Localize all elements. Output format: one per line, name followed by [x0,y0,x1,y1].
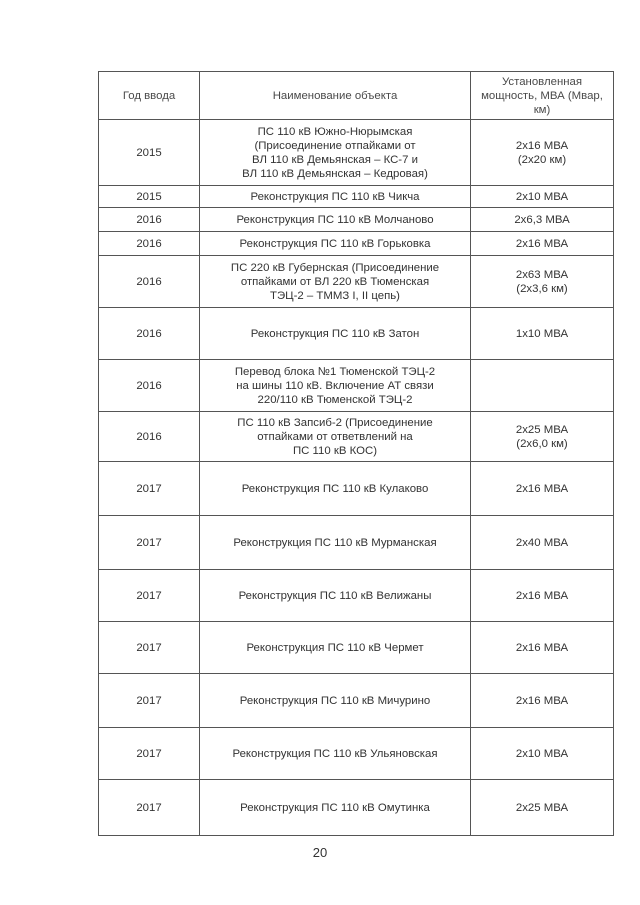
cell-object-name-line: Реконструкция ПС 110 кВ Ульяновская [232,747,438,760]
cell-capacity [471,622,614,674]
cell-year: 2015 [99,120,200,186]
cell-object-name [200,120,471,186]
cell-object-name [200,186,471,208]
table-row [99,728,614,780]
cell-object-name-line: ТЭЦ-2 – ТММЗ I, II цепь) [270,289,400,302]
cell-year: 2016 [99,232,200,256]
cell-capacity [471,516,614,570]
cell-object-name-line: ПС 110 кВ Южно-Нюрымская [257,125,413,138]
cell-capacity [471,674,614,728]
header-row [99,72,614,120]
header-object-name: Наименование объекта [200,72,471,120]
cell-capacity-line: (2х20 км) [517,153,567,166]
cell-object-name-line: Реконструкция ПС 110 кВ Горьковка [239,237,431,250]
cell-capacity [471,208,614,232]
cell-year: 2015 [99,186,200,208]
table-row [99,570,614,622]
cell-year: 2017 [99,570,200,622]
table-row [99,186,614,208]
cell-capacity-line: 2х63 МВА [515,268,569,281]
cell-capacity-line: (2х6,0 км) [516,437,568,450]
cell-object-name [200,516,471,570]
cell-object-name-line: ПС 110 кВ Запсиб-2 (Присоединение [237,416,433,429]
table-row [99,208,614,232]
cell-year: 2017 [99,622,200,674]
cell-object-name [200,622,471,674]
cell-capacity-line: 2х25 МВА [515,423,569,436]
cell-object-name-line: Перевод блока №1 Тюменской ТЭЦ-2 [234,365,436,378]
cell-capacity [471,462,614,516]
cell-capacity-line: 2х16 МВА [515,482,569,495]
cell-capacity [471,728,614,780]
cell-year: 2016 [99,308,200,360]
cell-capacity [471,256,614,308]
header-year: Год ввода [99,72,200,120]
cell-object-name-line: Реконструкция ПС 110 кВ Мурманская [233,536,437,549]
cell-object-name [200,256,471,308]
cell-object-name [200,308,471,360]
table-row [99,780,614,836]
cell-capacity-line: 2х16 МВА [515,641,569,654]
cell-capacity [471,120,614,186]
cell-capacity-line: 2х40 МВА [515,536,569,549]
table-row [99,308,614,360]
cell-object-name-line: Реконструкция ПС 110 кВ Чикча [250,190,420,203]
cell-capacity-line: 1х10 МВА [515,327,569,340]
cell-capacity [471,780,614,836]
cell-object-name-line: Реконструкция ПС 110 кВ Велижаны [238,589,432,602]
cell-object-name [200,360,471,412]
table-row [99,516,614,570]
cell-year: 2016 [99,208,200,232]
table-row [99,120,614,186]
cell-year: 2017 [99,780,200,836]
cell-capacity [471,570,614,622]
table-row [99,256,614,308]
header-capacity [471,72,614,120]
cell-capacity [471,186,614,208]
table-row [99,412,614,462]
cell-object-name-line: ВЛ 110 кВ Демьянская – КС-7 и [252,153,418,166]
table-row [99,462,614,516]
cell-capacity [471,360,614,412]
cell-year: 2016 [99,360,200,412]
cell-object-name [200,208,471,232]
cell-object-name [200,674,471,728]
cell-object-name [200,570,471,622]
cell-object-name [200,462,471,516]
cell-object-name-line: ПС 220 кВ Губернская (Присоединение [230,261,440,274]
cell-object-name-line: Реконструкция ПС 110 кВ Молчаново [236,213,434,226]
cell-object-name-line: 220/110 кВ Тюменской ТЭЦ-2 [257,393,413,406]
cell-object-name [200,728,471,780]
cell-capacity-line: 2х16 МВА [515,694,569,707]
table-row [99,232,614,256]
cell-capacity [471,232,614,256]
table-row [99,360,614,412]
cell-capacity-line: 2х16 МВА [515,237,569,250]
cell-object-name-line: Реконструкция ПС 110 кВ Омутинка [240,801,430,814]
header-capacity-line: Установленная [501,75,583,88]
cell-year: 2017 [99,462,200,516]
cell-year: 2017 [99,674,200,728]
cell-year: 2017 [99,516,200,570]
header-capacity-line: мощность, МВА (Мвар, [481,89,603,102]
cell-object-name-line: отпайками от ответвлений на [257,430,413,443]
cell-object-name-line: Реконструкция ПС 110 кВ Мичурино [239,694,431,707]
cell-capacity [471,308,614,360]
cell-object-name-line: ПС 110 кВ КОС) [292,444,378,457]
cell-object-name [200,232,471,256]
table-row [99,674,614,728]
cell-object-name-line: на шины 110 кВ. Включение АТ связи [236,379,434,392]
cell-object-name-line: Реконструкция ПС 110 кВ Чермет [246,641,424,654]
data-table [98,71,614,836]
cell-capacity-line: 2х10 МВА [515,747,569,760]
cell-year: 2016 [99,256,200,308]
cell-capacity-line: (2х3,6 км) [516,282,568,295]
cell-capacity-line: 2х16 МВА [515,139,569,152]
header-capacity-line: км) [533,103,551,116]
cell-capacity-line: 2х6,3 МВА [514,213,570,226]
cell-capacity [471,412,614,462]
cell-object-name [200,780,471,836]
cell-capacity-line: 2х10 МВА [515,190,569,203]
cell-object-name-line: Реконструкция ПС 110 кВ Кулаково [241,482,429,495]
page-number: 20 [312,845,328,860]
cell-capacity-line: 2х16 МВА [515,589,569,602]
cell-year: 2017 [99,728,200,780]
cell-object-name-line: ВЛ 110 кВ Демьянская – Кедровая) [242,167,428,180]
cell-capacity-line: 2х25 МВА [515,801,569,814]
cell-object-name [200,412,471,462]
table-header [99,72,614,120]
cell-object-name-line: Реконструкция ПС 110 кВ Затон [250,327,420,340]
cell-object-name-line: отпайками от ВЛ 220 кВ Тюменская [240,275,430,288]
table-body [99,120,614,836]
cell-object-name-line: (Присоединение отпайками от [254,139,416,152]
cell-year: 2016 [99,412,200,462]
table-row [99,622,614,674]
